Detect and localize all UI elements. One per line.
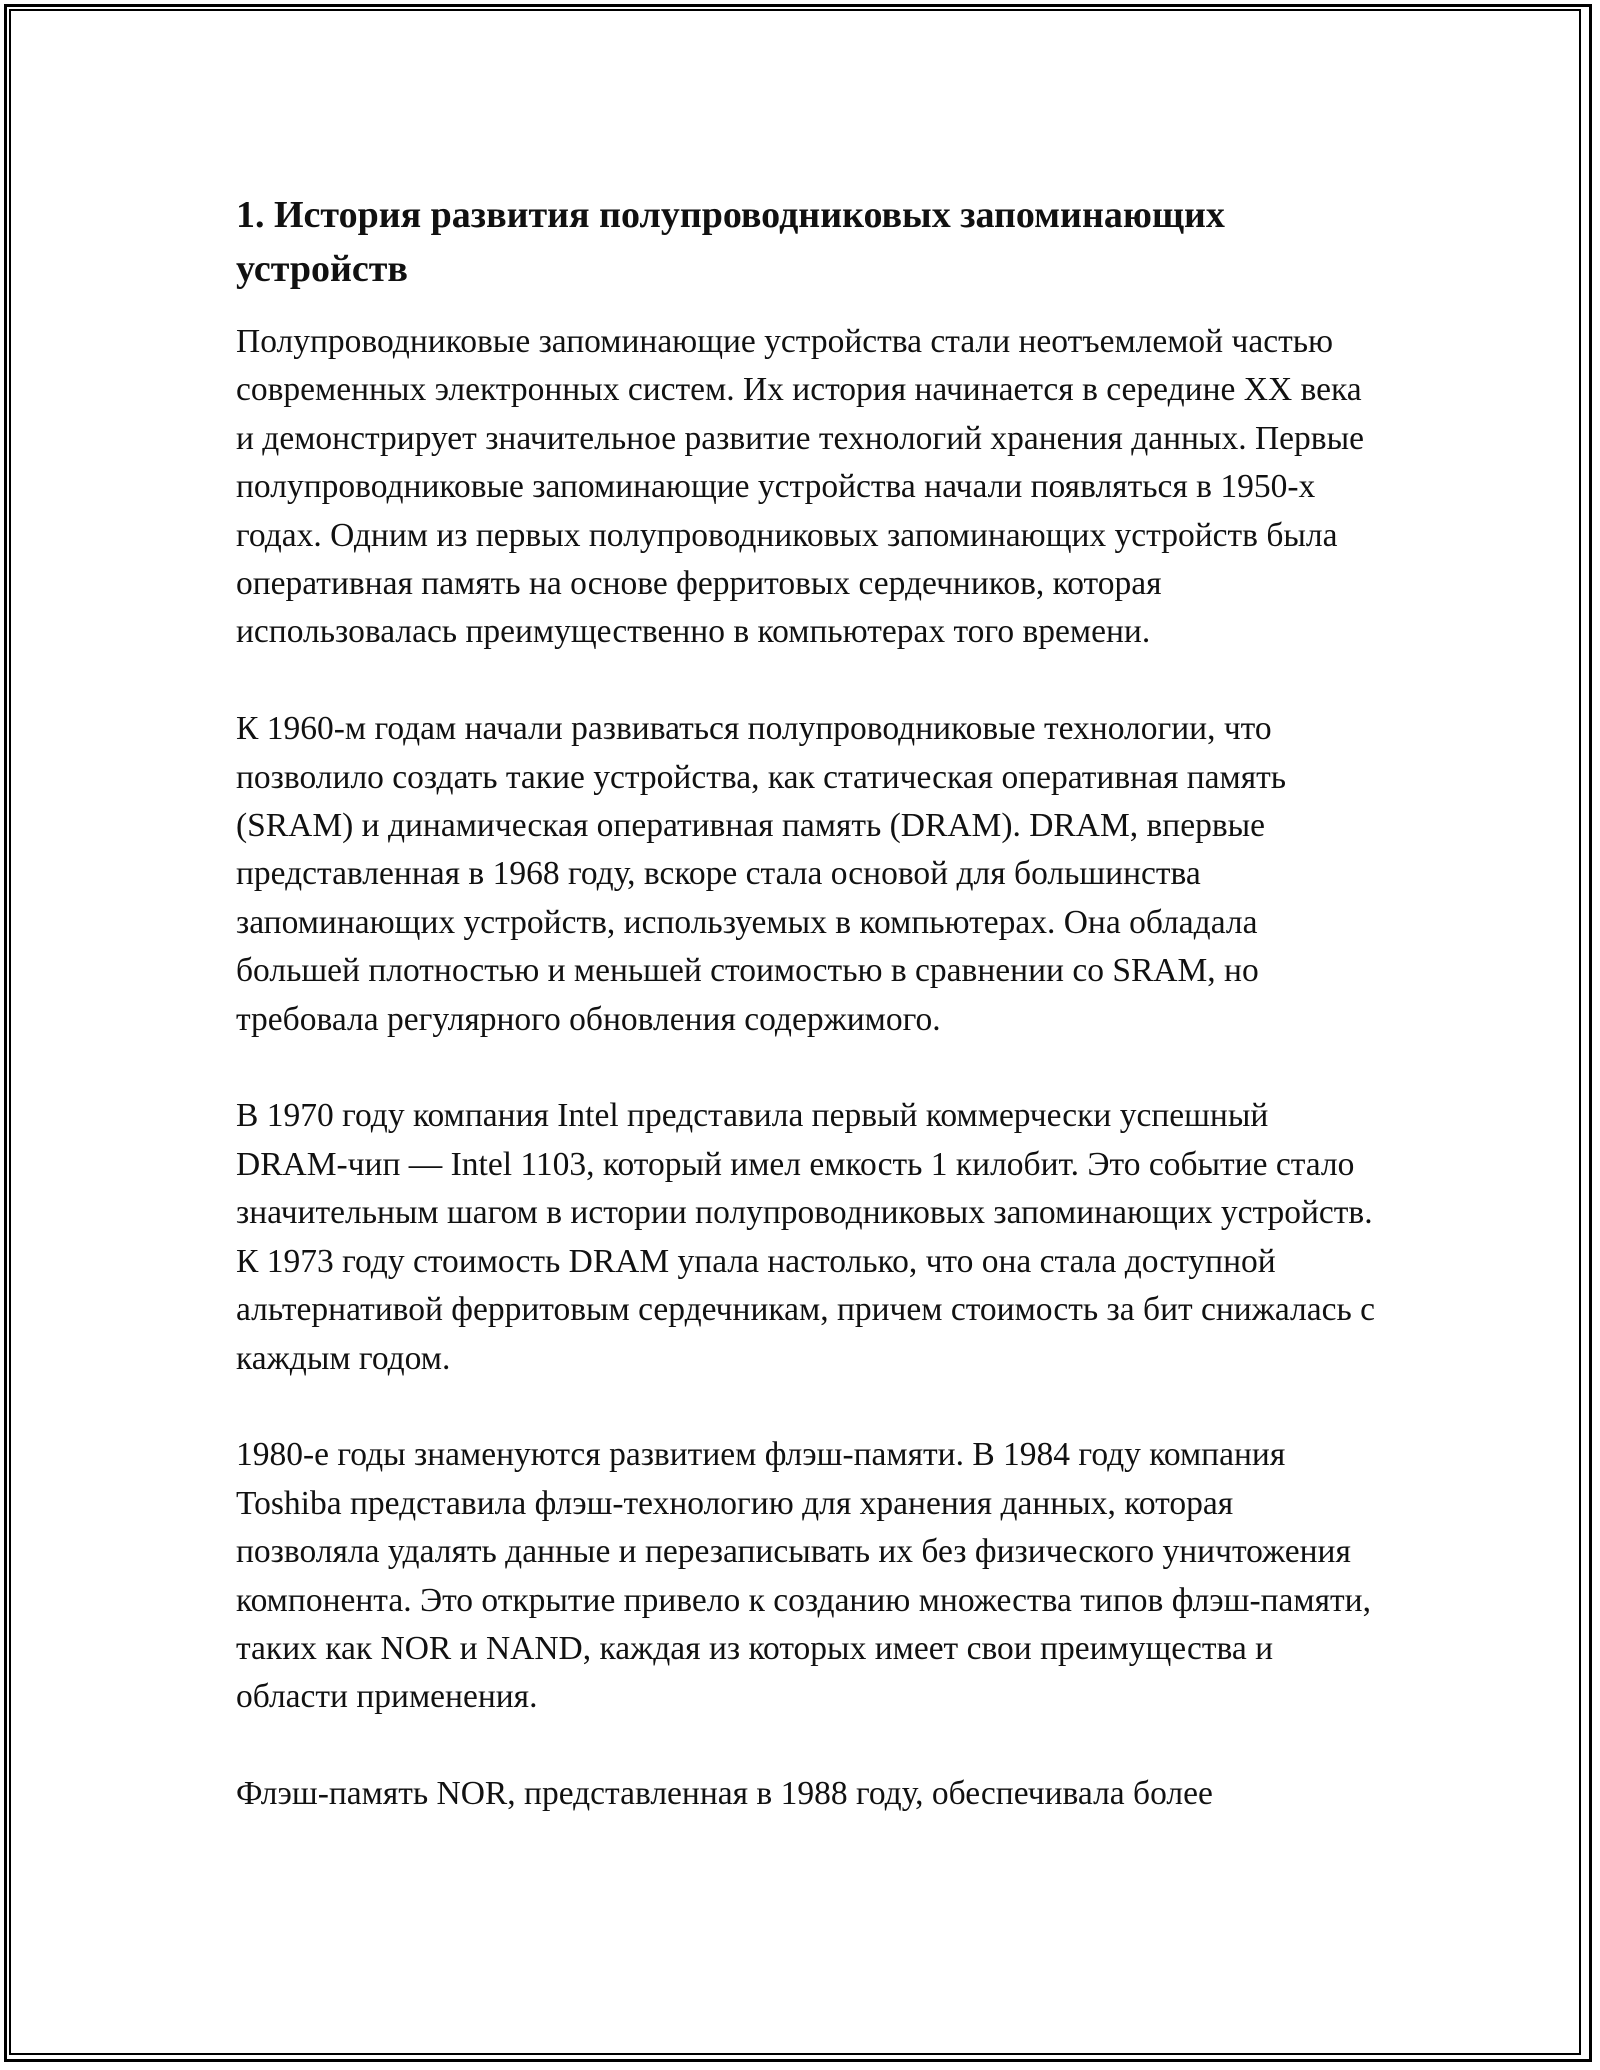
paragraph-4: 1980-е годы знаменуются развитием флэш-памяти. В 1984 году компания Toshiba представила флэш-технологию для хранения данных, которая позволяла удалять данные и перезаписывать их без физического уничтожения компонента. Это открытие привело к созданию множества типов флэш-памяти, таких как NOR и NAND, каждая из которых имеет свои преимущества и области применения.	[236, 1436, 1371, 1716]
paragraph-5: Флэш-память NOR, представленная в 1988 году, обеспечивала более	[236, 1775, 1213, 1813]
paragraph-3: В 1970 году компания Intel представила первый коммерчески успешный DRAM-чип — Intel 1103, который имел емкость 1 килобит. Это событие стало значительным шагом в истории полупроводниковых запоминающих устройств. К 1973 году стоимость DRAM упала настолько, что она стала доступной альтернативой ферритовым сердечникам, причем стоимость за бит снижалась с каждым годом.	[236, 1097, 1376, 1377]
paragraph-2: К 1960-м годам начали развиваться полупроводниковые технологии, что позволило создать такие устройства, как статическая оперативная память (SRAM) и динамическая оперативная память (DRAM). DRAM, впервые представленная в 1968 году, вскоре стала основой для большинства запоминающих устройств, используемых в компьютерах. Она обладала большей плотностью и меньшей стоимостью в сравнении со SRAM, но требовала регулярного обновления содержимого.	[236, 710, 1287, 1038]
section-heading: 1. История развития полупроводниковых запоминающих устройств	[236, 194, 1225, 290]
paragraph-1: Полупроводниковые запоминающие устройства стали неотъемлемой частью современных электронных систем. Их история начинается в середине XX века и демонстрирует значительное развитие технологий хранения данных. Первые полупроводниковые запоминающие устройства начали появляться в 1950-х годах. Одним из первых полупроводниковых запоминающих устройств была оперативная память на основе ферритовых сердечников, которая использовалась преимущественно в компьютерах того времени.	[236, 323, 1364, 651]
document-page	[236, 188, 1376, 1867]
